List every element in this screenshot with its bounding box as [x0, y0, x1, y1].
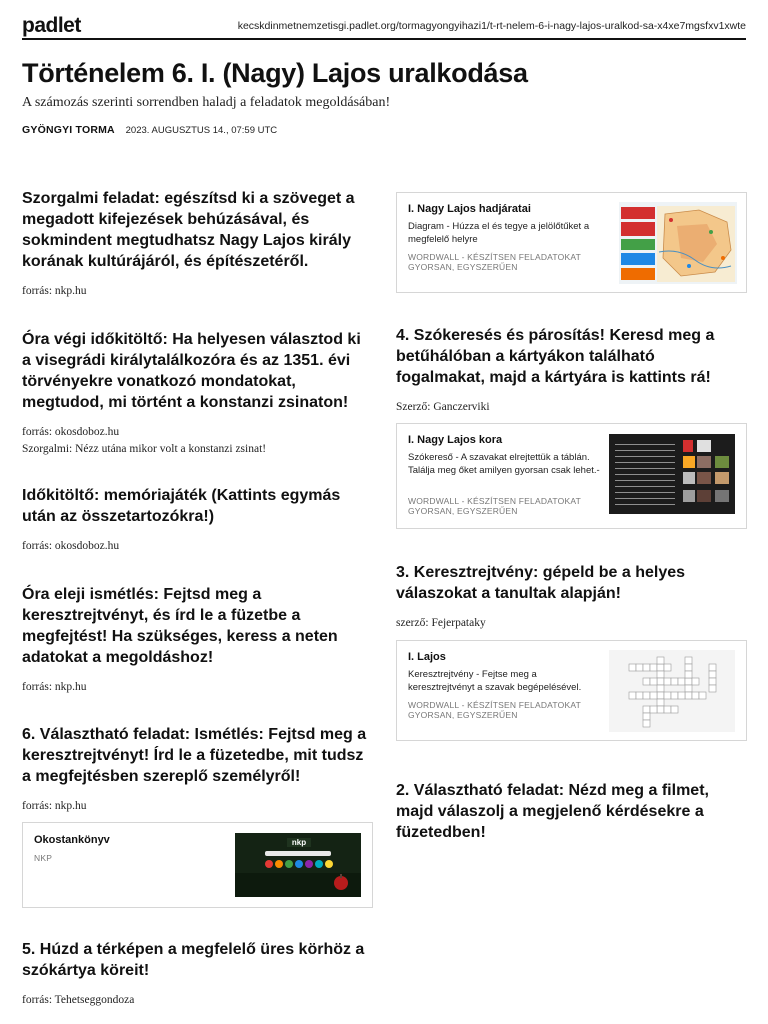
post-body: Szorgalmi: Nézz utána mikor volt a konstanzi zsinat! — [22, 443, 267, 455]
wordsearch-thumbnail — [609, 434, 735, 514]
card-title: I. Nagy Lajos hadjáratai — [408, 203, 531, 215]
page-meta — [22, 124, 277, 136]
map-diagram-thumbnail — [619, 202, 737, 284]
publish-date: 2023. AUGUSZTUS 14., 07:59 UTC — [125, 125, 278, 136]
post-card[interactable] — [22, 584, 374, 695]
link-preview-card[interactable] — [22, 822, 373, 908]
post-body: forrás: nkp.hu — [22, 800, 87, 812]
post-body: forrás: nkp.hu — [22, 285, 87, 297]
card-source: GYORSAN, EGYSZERŰEN — [408, 506, 518, 516]
post-card[interactable] — [396, 780, 748, 843]
post-card[interactable] — [396, 562, 748, 631]
post-title: Óra eleji ismétlés: Fejtsd meg a keresztrejtvényt, és írd le a füzetbe a megfejtést! Ha szükséges, keress a neten adatokat a megoldáshoz! — [22, 586, 338, 666]
post-card[interactable] — [22, 329, 374, 457]
card-description: Szókereső - A szavakat elrejtettük a táblán. Találja meg őket amilyen gyorsan csak lehet.- — [408, 452, 600, 476]
post-title: Szorgalmi feladat: egészítsd ki a szöveget a megadott kifejezések behúzásával, és sokmindent megtudhatsz Nagy Lajos király korának kultúrájáról, és építészetéről. — [22, 190, 355, 270]
crossword-thumbnail — [609, 650, 735, 732]
card-description: Diagram - Húzza el és tegye a jelölőtűket a megfelelő helyre — [408, 221, 590, 245]
link-preview-card[interactable] — [396, 423, 747, 529]
post-body: forrás: nkp.hu — [22, 681, 87, 693]
post-title: 2. Választható feladat: Nézd meg a filmet, majd válaszolj a megjelenő kérdésekre a füzetedben! — [396, 782, 709, 841]
post-body: szerző: Fejerpataky — [396, 617, 486, 629]
post-title: Óra végi időkitöltő: Ha helyesen választod ki a visegrádi királytalálkozóra és az 1351. évi törvényekre vonatkozó mondatokat, megtudod, mi történt a konstanzi zsinaton! — [22, 331, 361, 411]
link-preview-card[interactable] — [396, 640, 747, 741]
post-title: 6. Választható feladat: Ismétlés: Fejtsd meg a keresztrejtvényt! Írd le a füzetedbe, mit tudsz a megfejtésben szereplő személyről! — [22, 726, 367, 785]
page-subtitle: A számozás szerinti sorrendben haladj a feladatok megoldásában! — [22, 95, 391, 110]
card-title: I. Nagy Lajos kora — [408, 434, 503, 446]
card-title: I. Lajos — [408, 651, 446, 663]
post-card[interactable] — [22, 188, 374, 299]
post-title: 4. Szókeresés és párosítás! Keresd meg a betűhálóban a kártyákon található fogalmakat, majd a kártyára is kattints rá! — [396, 327, 715, 386]
top-bar — [22, 12, 746, 40]
post-body: forrás: okosdoboz.hu — [22, 540, 120, 552]
card-source: WORDWALL - KÉSZÍTSEN FELADATOKAT — [408, 252, 581, 262]
post-card[interactable] — [22, 485, 374, 554]
post-title: 5. Húzd a térképen a megfelelő üres körhöz a szókártya köreit! — [22, 941, 365, 979]
post-card[interactable] — [22, 939, 374, 1008]
author-name[interactable]: GYÖNGYI TORMA — [22, 124, 115, 136]
card-description: Keresztrejtvény - Fejtse meg a keresztrejtvényt a szavak begépelésével. — [408, 669, 582, 693]
okostankonyv-thumbnail — [235, 833, 361, 897]
card-source: NKP — [34, 853, 53, 863]
padlet-logo[interactable]: padlet — [22, 14, 81, 37]
post-card[interactable] — [396, 325, 748, 415]
card-source: WORDWALL - KÉSZÍTSEN FELADATOKAT — [408, 496, 581, 506]
page-title: Történelem 6. I. (Nagy) Lajos uralkodása — [22, 58, 528, 88]
post-body: Szerző: Ganczerviki — [396, 401, 490, 413]
card-source: WORDWALL - KÉSZÍTSEN FELADATOKAT — [408, 700, 581, 710]
post-body: forrás: Tehetseggondoza — [22, 994, 135, 1006]
nkp-logo-text: nkp — [291, 838, 307, 847]
post-card[interactable] — [22, 724, 374, 814]
card-source: GYORSAN, EGYSZERŰEN — [408, 710, 518, 720]
link-preview-card[interactable] — [396, 192, 747, 293]
post-title: Időkitöltő: memóriajáték (Kattints egymás után az összetartozókra!) — [22, 487, 341, 525]
card-title: Okostankönyv — [34, 834, 110, 846]
post-title: 3. Keresztrejtvény: gépeld be a helyes válaszokat a tanultak alapján! — [396, 564, 686, 602]
page-url: kecskdinmetnemzetisgi.padlet.org/tormagyongyihazi1/t-rt-nelem-6-i-nagy-lajos-uralkod-sa-x4xe7mgsfxv1xwte — [237, 20, 746, 32]
post-body: forrás: okosdoboz.hu — [22, 426, 120, 438]
card-source: GYORSAN, EGYSZERŰEN — [408, 262, 518, 272]
